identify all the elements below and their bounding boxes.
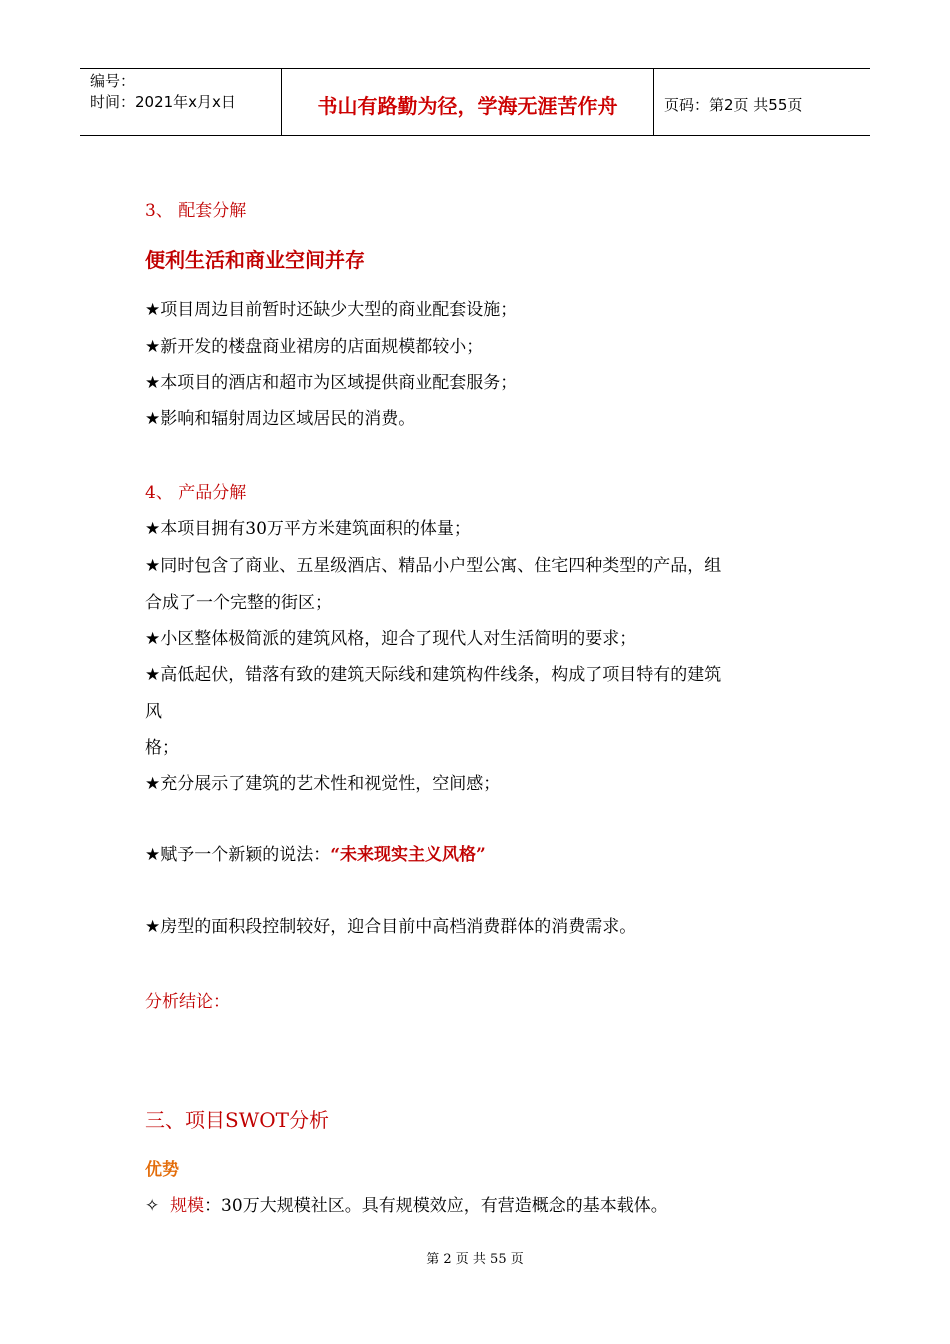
style-highlight: “未来现实主义风格” — [330, 845, 486, 865]
list-item: ✧ 规模：30万大规模社区。具有规模效应，有营造概念的基本载体。 — [145, 1196, 668, 1216]
list-item: ★本项目拥有30万平方米建筑面积的体量； — [145, 519, 471, 539]
strength-key: 规模 — [170, 1196, 205, 1216]
time-line: 时间：2021年x月x日 — [90, 93, 236, 111]
star-icon: ★ — [145, 519, 161, 539]
swot-heading: 三、项目SWOT分析 — [145, 1108, 329, 1132]
list-item-continued: 格； — [145, 738, 179, 758]
star-icon: ★ — [145, 845, 161, 865]
star-icon: ★ — [145, 774, 161, 794]
list-item: ★高低起伏，错落有致的建筑天际线和建筑构件线条，构成了项目特有的建筑 — [145, 665, 722, 685]
page-footer: 第 2 页 共 55 页 — [426, 1252, 524, 1267]
star-icon: ★ — [145, 409, 161, 429]
star-icon: ★ — [145, 300, 161, 320]
section3-subheading: 便利生活和商业空间并存 — [145, 248, 365, 272]
star-icon: ★ — [145, 556, 161, 576]
list-item: ★房型的面积段控制较好，迎合目前中高档消费群体的消费需求。 — [145, 917, 637, 937]
list-item: ★充分展示了建筑的艺术性和视觉性，空间感； — [145, 774, 501, 794]
strengths-label: 优势 — [145, 1160, 179, 1180]
star-icon: ★ — [145, 337, 161, 357]
section3-heading: 3、 配套分解 — [145, 201, 247, 221]
list-item-continued: 风 — [145, 702, 162, 722]
star-icon: ★ — [145, 373, 161, 393]
list-item: ★小区整体极简派的建筑风格，迎合了现代人对生活简明的要求； — [145, 629, 637, 649]
section4-heading: 4、 产品分解 — [145, 483, 247, 503]
list-item: ★本项目的酒店和超市为区域提供商业配套服务； — [145, 373, 518, 393]
header-meta — [80, 69, 282, 135]
list-item-continued: 合成了一个完整的街区； — [145, 593, 332, 613]
conclusion-label: 分析结论： — [145, 992, 230, 1012]
star-icon: ★ — [145, 629, 161, 649]
star-icon: ★ — [145, 665, 161, 685]
list-item: ★赋予一个新颖的说法：“未来现实主义风格” — [145, 845, 486, 865]
header-page-label: 页码：第2页 共55页 — [664, 95, 803, 114]
list-item: ★影响和辐射周边区域居民的消费。 — [145, 409, 416, 429]
list-item: ★同时包含了商业、五星级酒店、精品小户型公寓、住宅四种类型的产品，组 — [145, 556, 722, 576]
star-icon: ★ — [145, 917, 161, 937]
header-motto: 书山有路勤为径，学海无涯苦作舟 — [282, 69, 654, 135]
serial-label: 编号： — [90, 72, 136, 90]
diamond-bullet-icon: ✧ — [145, 1196, 160, 1216]
list-item: ★新开发的楼盘商业裙房的店面规模都较小； — [145, 337, 484, 357]
page-header — [80, 68, 870, 136]
list-item: ★项目周边目前暂时还缺少大型的商业配套设施； — [145, 300, 518, 320]
